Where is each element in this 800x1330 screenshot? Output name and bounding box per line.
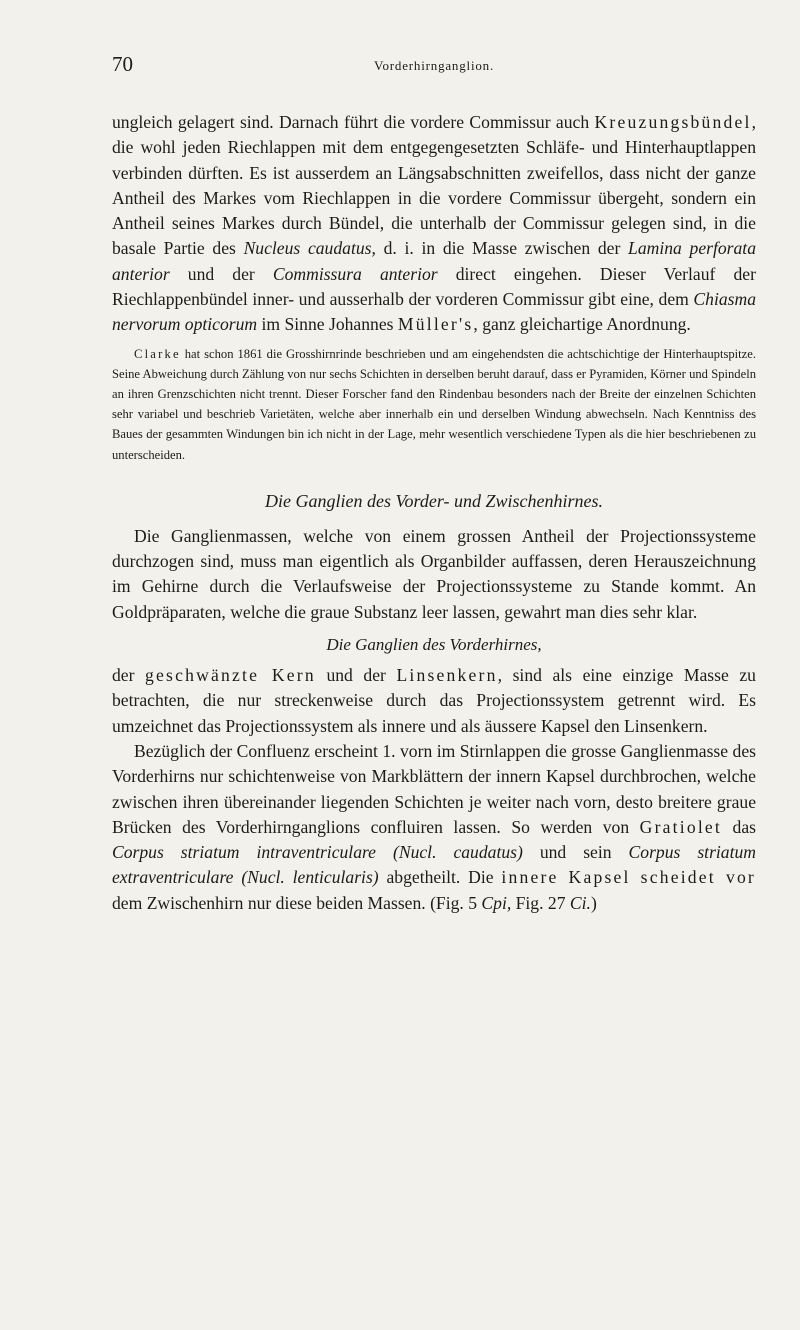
spaced-term: Linsenkern (396, 665, 498, 686)
paragraph-3: der geschwänzte Kern und der Linsenkern, sind als eine einzige Masse zu betrachten, die nur streckenweise durch das Projectionssystem getrennt wird. Es umzeichnet das Projectionssystem als innere und als äussere Kapsel den Linsenkern. (112, 665, 756, 736)
latin-term: Chiasma nervorum opticorum (112, 289, 756, 335)
author-name: Müller's (397, 314, 474, 335)
body-text (112, 110, 756, 916)
page-number: 70 (112, 52, 133, 76)
spaced-term: geschwänzte Kern (145, 665, 316, 686)
latin-term: Corpus striatum intraventriculare (Nucl. caudatus) (112, 842, 523, 863)
latin-term: Corpus striatum extraventriculare (Nucl. lenticularis) (112, 842, 756, 888)
figure-label: Cpi, (481, 892, 512, 913)
footnote-paragraph: Clarke hat schon 1861 die Grosshirnrinde beschrieben und am eingehendsten die achtschichtige der Hinterhauptspitze. Seine Abweichung durch Zählung von nur sechs Schichten in derselben beruht darauf, dass er Pyramiden, Körner und Spindeln an ihren Grenzschichten nicht trennt. Dieser Forscher fand den Rindenbau besonders nach der Breite der einzelnen Schichten sehr variabel und beschrieb Varietäten, welche aber innerhalb ein und derselben Windung abwechseln. Nach Kenntniss des Baues der gesammten Windungen bin ich nicht in der Lage, mehr wesentlich verschiedene Typen als die hier beschriebenen zu unterscheiden. (112, 346, 756, 462)
spaced-term: Kreuzungsbündel (594, 112, 752, 132)
author-name: Clarke (134, 346, 181, 361)
author-name: Gratiolet (639, 816, 723, 837)
section-heading: Die Ganglien des Vorder- und Zwischenhirnes. (265, 490, 603, 511)
paragraph-4: Bezüglich der Confluenz erscheint 1. vorn im Stirnlappen die grosse Ganglienmasse des Vorderhirns nur schichtenweise von Markblättern der innern Kapsel durchbrochen, welche zwischen ihren übereinander liegenden Schichten je weiter nach vorn, desto breitere graue Brücken des Vorderhirnganglions confluiren lassen. So werden von Gratiolet das Corpus striatum intraventriculare (Nucl. caudatus) und sein Corpus striatum extraventriculare (Nucl. lenticularis) abgetheilt. Die innere Kapsel scheidet vor dem Zwischenhirn nur diese beiden Massen. (Fig. 5 Cpi, Fig. 27 Ci.) (112, 740, 756, 913)
figure-label: Ci. (569, 892, 591, 913)
paragraph-2: Die Ganglienmassen, welche von einem grossen Antheil der Projectionssysteme durchzogen sind, muss man eigentlich als Organbilder auffassen, deren Herauszeichnung im Gehirne durch die Verlaufsweise der Projectionssysteme zu Stande kommt. An Goldpräparaten, welche die graue Substanz leer lassen, gewahrt man dies sehr klar. (112, 525, 756, 622)
running-head: Vorderhirnganglion. (373, 58, 495, 73)
subsection-heading: Die Ganglien des Vorderhirnes, (326, 635, 542, 655)
spaced-term: innere Kapsel scheidet vor (501, 867, 756, 888)
paragraph-1: ungleich gelagert sind. Darnach führt die vordere Commissur auch Kreuzungsbündel, die wohl jeden Riechlappen mit dem entgegengesetzten Schläfe- und Hinterhauptlappen verbinden dürften. Es ist ausserdem an Längsabschnitten zweifellos, dass nicht der ganze Antheil des Markes vom Riechlappen in die vordere Commissur übergeht, sondern ein Antheil seines Markes durch Bündel, die unterhalb der Commissur gelegen sind, in die basale Partie des Nucleus caudatus, d. i. in die Masse zwischen der Lamina perforata anterior und der Commissura anterior direct eingehen. Dieser Verlauf der Riechlappenbündel inner- und ausserhalb der vorderen Commissur gibt eine, dem Chiasma nervorum opticorum im Sinne Johannes Müller's, ganz gleichartige Anordnung. (112, 112, 756, 335)
latin-term: Lamina perforata anterior (112, 238, 756, 284)
page-header (112, 52, 756, 78)
latin-term: Commissura anterior (272, 263, 438, 284)
latin-term: Nucleus caudatus, (243, 238, 376, 259)
